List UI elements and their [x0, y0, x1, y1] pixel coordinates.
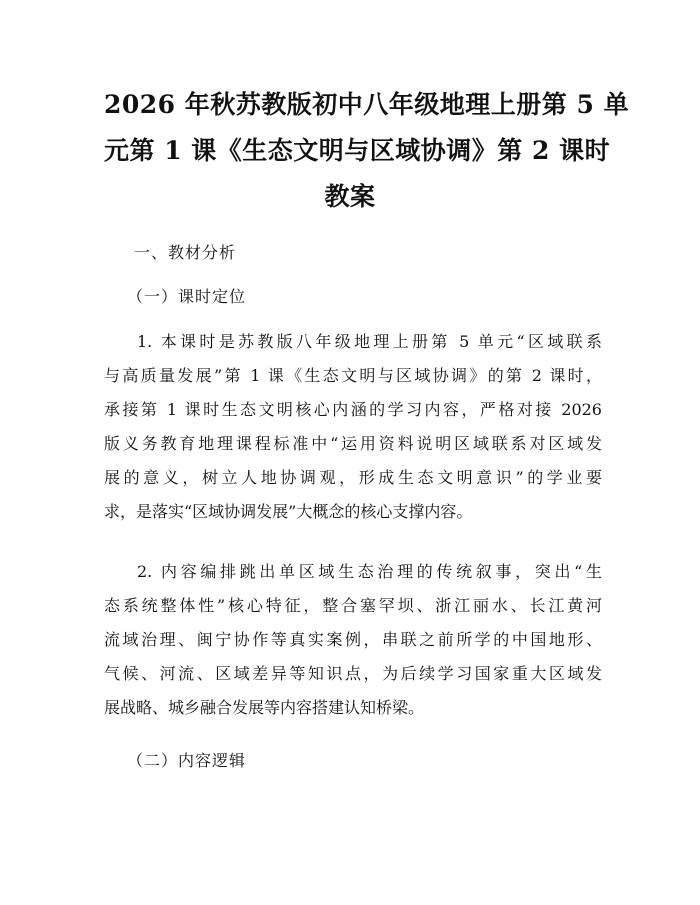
title-line: 2026 年秋苏教版初中八年级地理上册第 5 单 [104, 90, 630, 119]
subsection-heading: （二）内容逻辑 [127, 751, 247, 770]
paragraph-line: 与高质量发展”第 1 课《生态文明与区域协调》的第 2 课时， [104, 366, 602, 385]
paragraph-line: 态系统整体性”核心特征，整合塞罕坝、浙江丽水、长江黄河 [104, 596, 602, 615]
paragraph-line: 2. 内容编排跳出单区域生态治理的传统叙事，突出“生 [137, 562, 602, 581]
title-line: 教案 [324, 182, 376, 211]
paragraph-line: 求，是落实“区域协调发展”大概念的核心支撑内容。 [104, 502, 473, 521]
paragraph-line: 版义务教育地理课程标准中“运用资料说明区域联系对区域发 [104, 434, 602, 453]
paragraph-line: 流域治理、闽宁协作等真实案例，串联之前所学的中国地形、 [104, 630, 602, 649]
paragraph-line: 展的意义，树立人地协调观，形成生态文明意识”的学业要 [104, 468, 602, 487]
paragraph-content-arrangement [104, 555, 602, 725]
title-line: 元第 1 课《生态文明与区域协调》第 2 课时 [104, 136, 611, 165]
paragraph-line: 1. 本课时是苏教版八年级地理上册第 5 单元“区域联系 [137, 332, 602, 351]
document-title [104, 82, 630, 220]
paragraph-line: 承接第 1 课时生态文明核心内涵的学习内容，严格对接 2026 [104, 400, 602, 419]
paragraph-line: 展战略、城乡融合发展等内容搭建认知桥梁。 [104, 698, 425, 717]
paragraph-lesson-position [104, 325, 602, 529]
subsection-heading: （一）课时定位 [127, 287, 247, 306]
section-heading: 一、教材分析 [134, 243, 237, 262]
paragraph-line: 气候、河流、区域差异等知识点，为后续学习国家重大区域发 [104, 664, 602, 683]
